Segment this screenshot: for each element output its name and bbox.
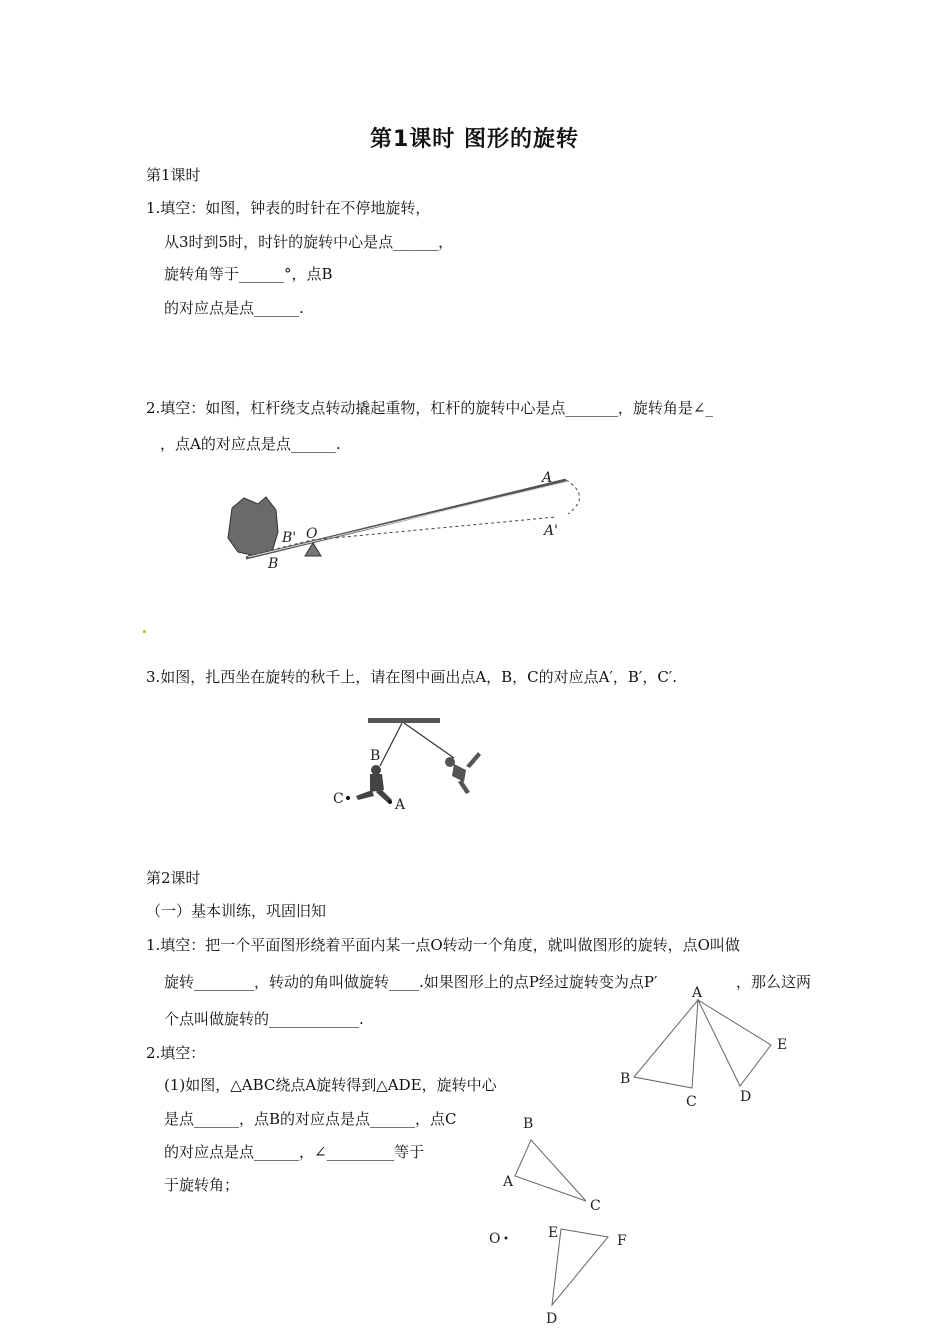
- l2q2-p1-line4: 于旋转角；: [164, 1176, 240, 1194]
- ade-label-E: E: [777, 1037, 788, 1053]
- ade-label-D: D: [740, 1089, 752, 1105]
- swing-label-C: C: [333, 791, 344, 807]
- page-title: 第1课时 图形的旋转: [370, 127, 579, 152]
- rot-label-C: C: [590, 1198, 601, 1214]
- q2-line1: 2.填空：如图，杠杆绕支点转动撬起重物，杠杆的旋转中心是点_______，旋转角是∠_: [146, 399, 713, 417]
- ade-label-A: A: [692, 985, 703, 1001]
- rot-label-D: D: [546, 1311, 558, 1327]
- l2q1-line2a: 旋转________，转动的角叫做旋转____.如果图形上的点P经过旋转变为点P′: [164, 973, 658, 991]
- lesson1-heading: 第1课时: [146, 166, 201, 184]
- swing-label-B: B: [370, 748, 381, 764]
- point-O-dot: [505, 1237, 508, 1240]
- q1-line3: 旋转角等于______°，点B: [164, 265, 333, 283]
- lever-label-B-prime: B': [282, 530, 297, 546]
- ade-label-C: C: [686, 1094, 697, 1110]
- q2-line2: ，点A的对应点是点______.: [160, 435, 341, 453]
- rot-label-F: F: [617, 1233, 627, 1249]
- lever-label-A-prime: A': [544, 523, 558, 539]
- lever-label-A: A: [542, 470, 553, 486]
- swing-label-A: A: [395, 797, 406, 813]
- lever-label-O: O: [306, 526, 318, 542]
- q3-line1: 3.如图，扎西坐在旋转的秋千上，请在图中画出点A，B，C的对应点A′，B′，C′.: [146, 668, 677, 686]
- lesson2-section: （一）基本训练，巩固旧知: [146, 902, 327, 920]
- triangle-efd: [552, 1229, 608, 1305]
- rot-label-E: E: [548, 1225, 559, 1241]
- l2q2-line1: 2.填空：: [146, 1044, 206, 1062]
- l2q2-p1-line2: 是点______，点B的对应点是点______，点C: [164, 1110, 457, 1128]
- l2q1-line1: 1.填空：把一个平面图形绕着平面内某一点O转动一个角度，就叫做图形的旋转，点O叫做: [146, 936, 740, 954]
- q1-line4: 的对应点是点______.: [164, 299, 304, 317]
- l2q1-line2b: ，那么这两: [736, 973, 812, 991]
- lesson2-heading: 第2课时: [146, 869, 201, 887]
- l2q2-p1-line1: (1)如图，△ABC绕点A旋转得到△ADE，旋转中心: [164, 1076, 497, 1094]
- lever-label-B: B: [268, 556, 279, 572]
- rot-label-A: A: [503, 1174, 514, 1190]
- triangle-abc-2: [515, 1140, 586, 1201]
- ade-label-B: B: [620, 1071, 631, 1087]
- l2q1-line3: 个点叫做旋转的____________.: [164, 1010, 364, 1028]
- l2q2-p1-line3: 的对应点是点______，∠_________等于: [164, 1143, 425, 1161]
- q1-line1: 1.填空：如图，钟表的时针在不停地旋转，: [146, 199, 431, 217]
- rot-label-O: O: [489, 1231, 501, 1247]
- rot-label-B: B: [523, 1116, 534, 1132]
- q1-line2: 从3时到5时，时针的旋转中心是点______，: [164, 233, 454, 251]
